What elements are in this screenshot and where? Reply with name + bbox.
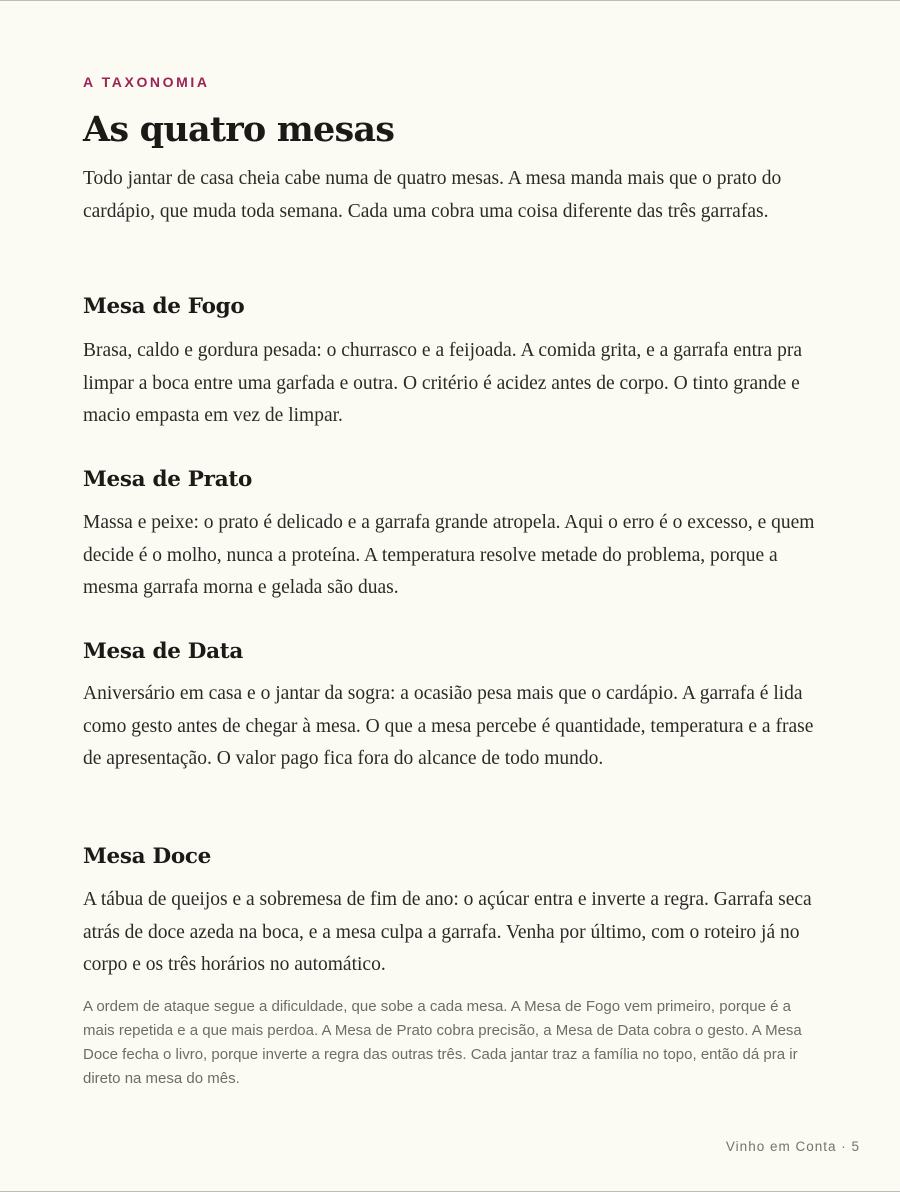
section-body-doce: A tábua de queijos e a sobremesa de fim de ano: o açúcar entra e inverte a regra. Garrafa seca atrás de doce azeda na boca, e a mesa culpa a garrafa. Venha por último, com o roteiro já no corpo e os três horários no automático.: [83, 889, 812, 975]
page-title: As quatro mesas: [83, 109, 395, 150]
section-body-data: Aniversário em casa e o jantar da sogra: a ocasião pesa mais que o cardápio. A garrafa é lida como gesto antes de chegar à mesa. O que a mesa percebe é quantidade, temperatura e a frase de apresentação. O valor pago fica fora do alcance de todo mundo.: [83, 683, 814, 769]
page-footer: Vinho em Conta · 5: [725, 1139, 860, 1154]
section-heading-data: Mesa de Data: [83, 639, 244, 664]
intro-paragraph: Todo jantar de casa cheia cabe numa de quatro mesas. A mesa manda mais que o prato do cardápio, que muda toda semana. Cada uma cobra uma coisa diferente das três garrafas.: [83, 168, 782, 222]
section-heading-doce: Mesa Doce: [83, 844, 212, 869]
section-body-prato: Massa e peixe: o prato é delicado e a garrafa grande atropela. Aqui o erro é o excesso, e quem decide é o molho, nunca a proteína. A temperatura resolve metade do problema, porque a mesma garrafa morna e gelada são duas.: [83, 512, 815, 598]
section-body-fogo: Brasa, caldo e gordura pesada: o churrasco e a feijoada. A comida grita, e a garrafa entra pra limpar a boca entre uma garfada e outra. O critério é acidez antes de corpo. O tinto grande e macio empasta em vez de limpar.: [83, 340, 802, 426]
section-heading-fogo: Mesa de Fogo: [83, 294, 245, 319]
section-heading-prato: Mesa de Prato: [83, 467, 252, 492]
chapter-kicker: A TAXONOMIA: [83, 74, 210, 90]
closing-note: A ordem de ataque segue a dificuldade, que sobe a cada mesa. A Mesa de Fogo vem primeiro, porque é a mais repetida e a que mais perdoa. A Mesa de Prato cobra precisão, a Mesa de Data cobra o gesto. A Mesa Doce fecha o livro, porque inverte a regra das outras três. Cada jantar traz a família no topo, então dá pra ir direto na mesa do mês.: [83, 998, 802, 1087]
